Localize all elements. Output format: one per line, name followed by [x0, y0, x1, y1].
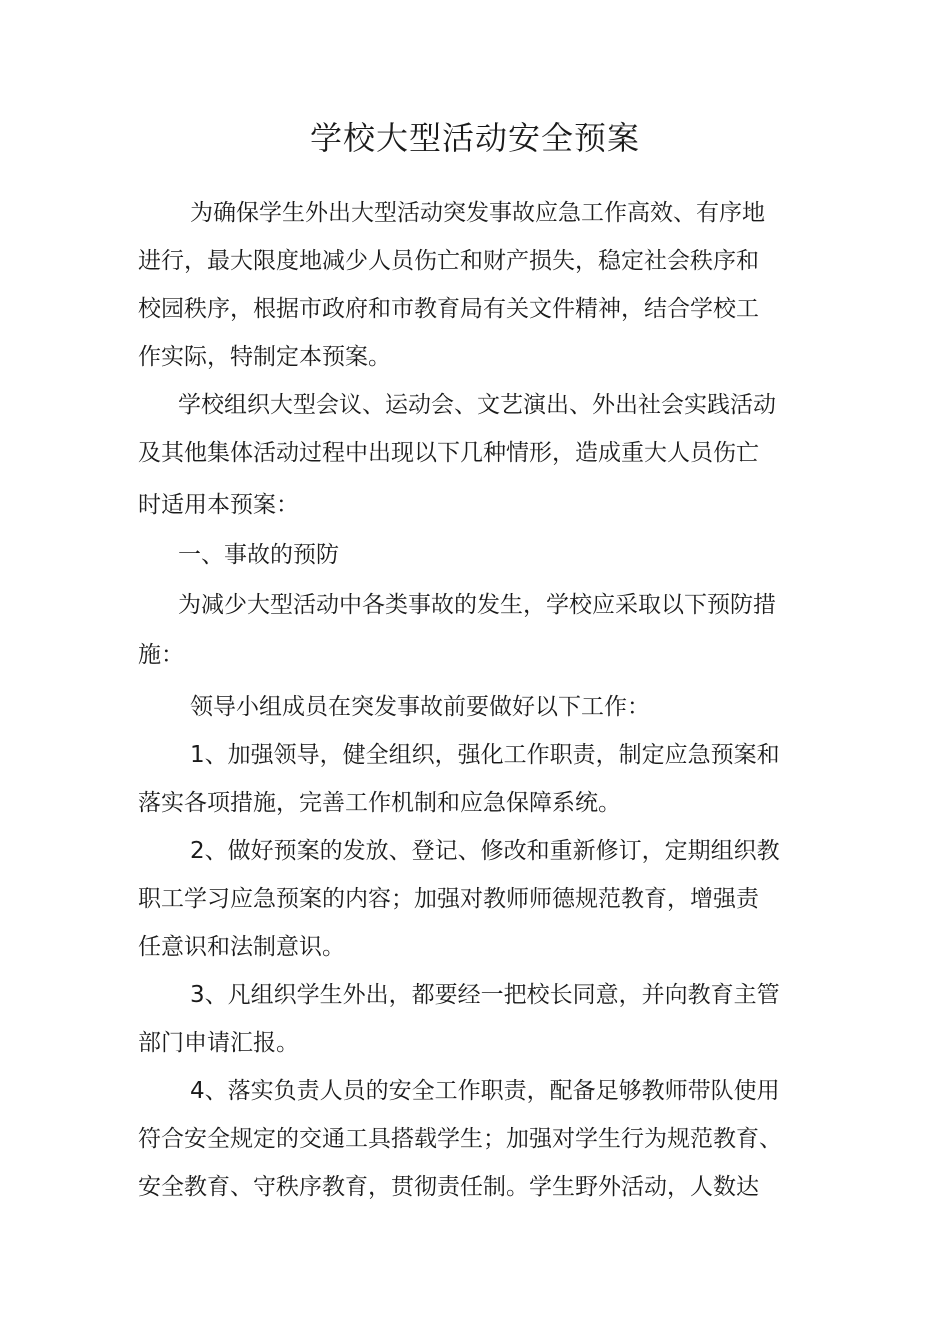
paragraph-line: 施：: [138, 642, 184, 668]
paragraph-line: 领导小组成员在突发事故前要做好以下工作：: [190, 694, 650, 720]
paragraph-line: 及其他集体活动过程中出现以下几种情形，造成重大人员伤亡: [138, 440, 759, 466]
paragraph-line: 进行，最大限度地减少人员伤亡和财产损失，稳定社会秩序和: [138, 248, 759, 274]
paragraph-line: 校园秩序，根据市政府和市教育局有关文件精神，结合学校工: [138, 296, 759, 322]
paragraph-line: 为减少大型活动中各类事故的发生，学校应采取以下预防措: [178, 592, 776, 618]
paragraph-line: 1、加强领导，健全组织，强化工作职责，制定应急预案和: [190, 742, 780, 768]
paragraph-line: 2、做好预案的发放、登记、修改和重新修订，定期组织教: [190, 838, 780, 864]
paragraph-line: 4、落实负责人员的安全工作职责，配备足够教师带队使用: [190, 1078, 780, 1104]
paragraph-line: 3、凡组织学生外出，都要经一把校长同意，并向教育主管: [190, 982, 780, 1008]
paragraph-line: 作实际，特制定本预案。: [138, 344, 391, 370]
paragraph-line: 符合安全规定的交通工具搭载学生；加强对学生行为规范教育、: [138, 1126, 782, 1152]
paragraph-line: 部门申请汇报。: [138, 1030, 299, 1056]
section-heading: 一、事故的预防: [178, 542, 339, 568]
document-title: 学校大型活动安全预案: [309, 119, 640, 157]
paragraph-line: 为确保学生外出大型活动突发事故应急工作高效、有序地: [190, 200, 765, 226]
paragraph-line: 时适用本预案：: [138, 492, 299, 518]
paragraph-line: 任意识和法制意识。: [138, 934, 345, 960]
paragraph-line: 职工学习应急预案的内容；加强对教师师德规范教育，增强责: [138, 886, 759, 912]
paragraph-line: 安全教育、守秩序教育，贯彻责任制。学生野外活动，人数达: [138, 1174, 759, 1200]
paragraph-line: 落实各项措施，完善工作机制和应急保障系统。: [138, 790, 621, 816]
paragraph-line: 学校组织大型会议、运动会、文艺演出、外出社会实践活动: [178, 392, 776, 418]
